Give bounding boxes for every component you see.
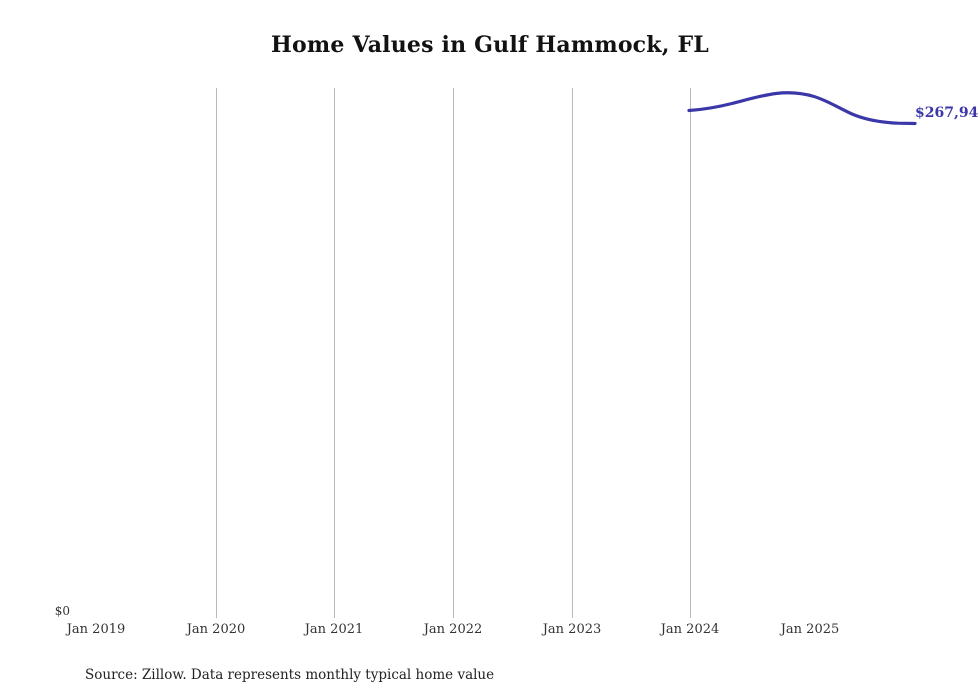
source-note: Source: Zillow. Data represents monthly typical home value [85,667,495,683]
xtick-label-5: Jan 2024 [660,622,720,637]
xtick-label-3: Jan 2022 [423,622,483,637]
end-value-label: $267,94 [915,105,979,121]
y-axis-zero-label: $0 [54,604,70,618]
xtick-label-0: Jan 2019 [66,622,126,637]
xtick-label-1: Jan 2020 [186,622,246,637]
xtick-label-4: Jan 2023 [542,622,602,637]
home-value-line-series [70,88,960,618]
plot-area [70,88,960,618]
xtick-label-2: Jan 2021 [304,622,364,637]
xtick-label-6: Jan 2025 [780,622,840,637]
chart-title: Home Values in Gulf Hammock, FL [271,32,709,58]
